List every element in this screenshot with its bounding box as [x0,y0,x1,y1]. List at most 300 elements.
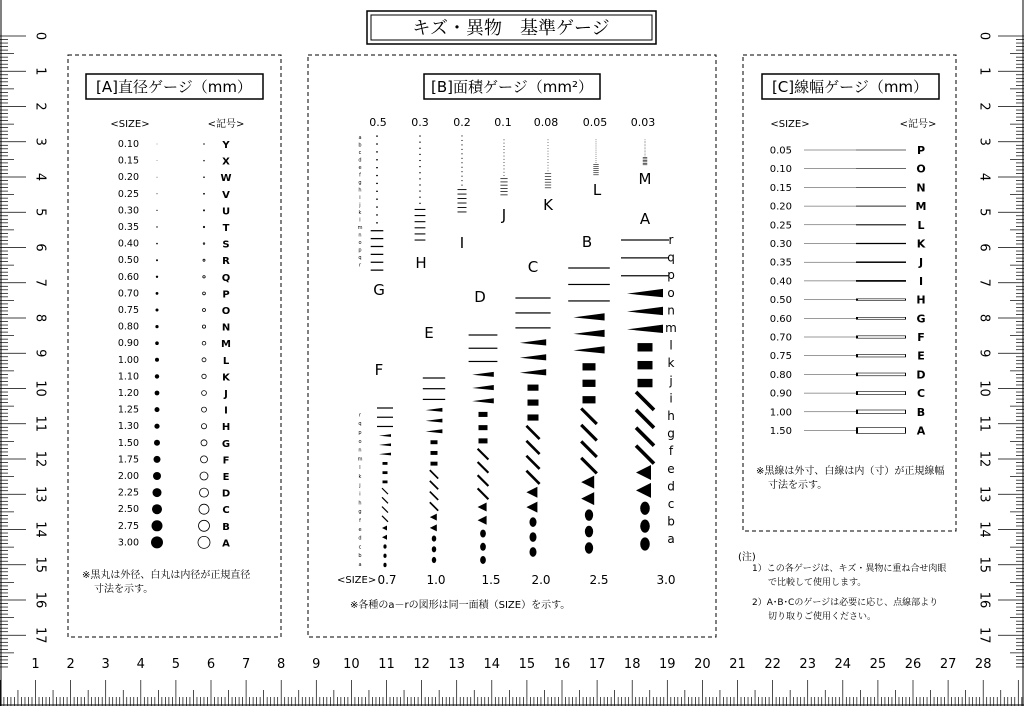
ruler-v-label: 15 [32,556,48,574]
area-shape [371,262,384,263]
diameter-size: 2.50 [117,504,139,516]
area-shape [432,546,436,552]
line-width-code: J [918,256,924,270]
black-line [856,206,906,207]
line-width-code: L [917,218,925,232]
right-ruler [974,0,1024,706]
area-shape [382,497,388,503]
diameter-code: O [221,306,231,317]
page-title: キズ・異物 基準ゲージ [412,18,610,39]
line-width-size: 0.20 [769,201,792,213]
area-shape [596,160,597,161]
line-width-size: 1.00 [769,407,792,419]
outer-dot [157,177,158,178]
area-shape [461,140,462,141]
notes-heading: (注) [738,552,756,563]
ruler-v-label: 0 [976,31,992,41]
area-small-row-letter: o [358,438,362,445]
area-shape [645,144,646,145]
ruler-h-label: 15 [518,657,536,672]
line-width-size: 0.05 [769,145,792,157]
inner-ring [200,488,209,497]
line-width-code: C [916,387,926,401]
inner-ring [203,243,205,245]
diameter-size: 0.75 [117,305,139,316]
diameter-size: 2.00 [117,471,139,482]
ruler-h-label: 23 [799,657,816,672]
area-shape [383,480,388,483]
area-shape [419,172,420,173]
ruler-h-label: 10 [343,657,360,672]
ruler-v-label: 11 [32,415,48,433]
ruler-v-label: 16 [976,591,992,609]
area-shape [478,462,489,473]
inner-ring [202,325,205,328]
area-top-size: 0.2 [453,116,471,129]
area-shape [529,517,536,527]
area-shape [520,354,546,360]
area-shape [585,526,593,537]
inner-ring [198,536,210,548]
ruler-v-label: 2 [976,102,992,111]
ruler-v-label: 2 [32,102,48,111]
area-shape [645,148,646,149]
area-shape [529,547,536,557]
diameter-row [118,239,230,251]
area-shape [573,313,604,320]
area-shape [645,140,646,141]
ruler-v-label: 17 [32,626,48,644]
area-shape [585,542,593,553]
area-shape [504,146,505,147]
area-shape [645,151,646,152]
area-shape [548,145,549,146]
area-shape [581,408,597,424]
ruler-v-label: 15 [976,556,992,574]
line-width-row [770,425,926,438]
area-shape [423,377,445,378]
line-width-size: 0.15 [769,182,792,194]
ruler-v-label: 12 [976,450,992,468]
ruler-v-label: 5 [32,208,48,217]
white-line [857,392,905,395]
inner-ring [204,177,205,178]
ruler-h-label: 1 [31,657,40,672]
area-small-row-letter: l [359,217,361,224]
line-width-row [770,200,927,213]
diameter-code: Q [221,272,231,284]
area-small-row-letter: l [359,465,361,472]
area-shape [581,458,597,474]
notes-item-2-line-2: 切り取りご使用ください。 [768,612,877,622]
area-shape [643,160,648,161]
outer-dot [156,309,159,312]
line-width-code: E [917,349,925,363]
area-shape [432,557,436,563]
area-shape [504,175,505,176]
panel-c-title: [C]線幅ゲージ（mm） [771,78,929,96]
ruler-v-label: 4 [976,172,992,182]
area-shape [430,481,438,489]
area-shape [645,145,646,146]
diameter-row [118,520,230,533]
outer-dot [152,504,162,514]
area-top-size: 0.1 [494,116,512,129]
area-shape [545,176,551,177]
area-shape [415,221,426,222]
area-shape [638,379,653,387]
area-small-row-letter: c [358,150,362,156]
area-shape [638,361,653,369]
panel-c-code-header: <記号> [899,119,937,130]
area-shape [371,254,384,255]
inner-ring [199,520,210,531]
area-bottom-size: 3.0 [656,573,676,587]
area-small-row-letter: q [358,421,362,428]
diameter-code: B [222,521,230,533]
area-shape [479,412,488,417]
area-shape [383,563,386,567]
area-shape [548,148,549,149]
area-shape [548,142,549,143]
diameter-row [118,388,228,400]
area-shape [426,408,443,412]
line-width-code: O [916,162,926,176]
ruler-v-label: 16 [32,591,48,609]
area-shape [643,157,648,158]
area-shape [504,156,505,157]
area-shape [419,166,420,167]
line-width-code: P [916,144,926,157]
area-group-letter: D [474,288,486,306]
area-shape [583,396,596,403]
area-shape [423,388,445,389]
area-shape [520,369,546,375]
line-width-size: 0.75 [769,351,792,363]
ruler-h-label: 21 [729,657,746,672]
bottom-ruler [0,657,1024,706]
panel-b-note: ※各種のa－rの図形は同一面積（SIZE）を示す。 [350,600,571,611]
line-width-size: 0.60 [769,313,792,325]
outer-dot [156,226,157,227]
outer-dot [153,488,162,497]
outer-dot [155,374,159,378]
area-shape [526,471,539,484]
area-shape [529,532,536,542]
area-shape [636,428,654,446]
area-shape [583,380,596,387]
white-line [857,428,905,433]
area-shape [526,456,539,469]
inner-ring [200,472,208,480]
area-group-letter: J [501,206,507,224]
area-row-letter: i [669,391,673,406]
area-shape [461,136,462,137]
area-shape [548,140,549,141]
area-row-letter: n [667,303,675,318]
area-shape [371,230,384,231]
area-shape [596,156,597,157]
inner-ring [204,160,205,161]
area-shape [383,554,386,558]
area-shape [526,426,539,439]
area-small-row-letter: b [358,142,362,149]
diameter-code: S [222,239,230,251]
outer-dot [156,259,158,261]
area-small-row-letter: j [359,202,361,209]
ruler-v-label: 3 [32,137,48,146]
area-shape [461,158,462,159]
area-shape [419,178,420,179]
black-line [856,224,906,225]
line-width-row [770,368,926,381]
area-group-letter: L [592,181,602,199]
inner-ring [203,292,206,295]
diameter-code: F [222,455,230,467]
area-shape [596,142,597,143]
area-shape [480,543,486,551]
diameter-row [118,288,230,300]
diameter-size: 1.75 [117,454,139,466]
diameter-size: 0.50 [117,255,139,267]
ruler-h-label: 4 [136,657,145,672]
area-small-row-letter: e [358,165,362,171]
ruler-v-label: 14 [976,521,992,538]
ruler-v-label: 10 [976,380,992,397]
area-shape [645,154,646,155]
line-width-size: 0.35 [769,257,792,269]
area-shape [636,446,654,464]
ruler-h-label: 5 [171,657,181,672]
ruler-v-label: 1 [32,67,48,76]
line-width-size: 0.80 [769,369,792,381]
area-shape [478,475,489,486]
area-small-row-letter: d [358,535,362,542]
ruler-v-label: 17 [976,626,992,644]
diameter-size: 0.35 [117,222,139,233]
area-shape [500,185,507,186]
area-shape [548,156,549,157]
inner-ring [203,309,206,312]
area-shape [596,158,597,159]
area-shape [383,544,386,548]
line-width-row [770,181,926,194]
area-bottom-size: 1.0 [426,573,446,587]
area-row-letter: l [669,338,673,353]
diameter-size: 0.80 [117,321,139,333]
area-shape [376,151,378,152]
area-shape [627,325,663,333]
area-shape [382,526,387,531]
outer-dot [153,472,161,480]
area-row-letter: a [667,532,675,547]
area-small-row-letter: p [358,247,362,254]
area-shape [472,372,494,377]
inner-ring [201,440,207,446]
area-shape [432,536,436,542]
line-width-row [770,163,926,176]
area-shape [379,434,391,437]
diameter-row [118,272,230,284]
area-shape [645,156,646,157]
area-shape [430,502,438,510]
area-shape [636,392,654,410]
area-shape [545,179,551,180]
outer-dot [155,407,160,412]
ruler-v-label: 1 [976,67,992,76]
outer-dot [155,325,158,328]
area-shape [419,191,420,192]
inner-ring [203,276,205,278]
area-small-row-letter: n [358,232,362,239]
area-group-letter: B [581,233,593,251]
area-shape [376,143,378,144]
area-small-row-letter: i [359,491,361,498]
diameter-size: 0.30 [117,205,139,217]
area-row-letter: j [669,373,673,388]
area-shape [500,188,507,189]
area-row-letter: m [665,321,677,335]
panel-a-size-header: <SIZE> [110,119,150,130]
area-small-row-letter: g [358,180,362,186]
area-shape [419,160,420,161]
area-shape [583,363,596,370]
area-shape [419,154,420,155]
diameter-row [118,222,230,234]
area-shape [636,465,651,480]
area-shape [548,151,549,152]
diameter-size: 0.90 [117,338,139,350]
outer-dot [154,424,159,429]
inner-ring [202,341,206,345]
ruler-v-label: 7 [976,278,992,287]
area-row-letter: g [667,426,675,441]
area-shape [382,488,388,494]
area-shape [500,182,507,183]
area-top-size: 0.03 [630,116,656,129]
area-shape [469,334,498,335]
area-shape [504,143,505,144]
diameter-row [118,421,230,433]
panel-c-note-2: 寸法を示す。 [768,480,828,491]
area-small-row-letter: g [358,509,362,516]
area-shape [431,451,438,455]
area-row-letter: e [667,461,675,476]
white-line [857,336,905,338]
area-shape [423,399,445,400]
area-shape [376,136,378,137]
ruler-v-label: 10 [32,380,48,397]
line-width-row [770,350,925,363]
left-ruler [0,0,48,706]
diameter-code: V [222,189,230,201]
diameter-code: P [222,289,230,301]
area-shape [593,168,598,169]
ruler-h-label: 9 [312,657,321,672]
area-shape [568,267,610,268]
area-shape [461,176,462,177]
area-shape [500,178,507,179]
area-shape [415,233,426,234]
area-shape [515,312,550,313]
area-row-letter: p [667,268,675,283]
area-shape [621,257,669,258]
diameter-size: 1.10 [117,371,139,383]
line-width-size: 0.70 [769,332,792,344]
diameter-row [118,438,230,450]
ruler-h-label: 16 [553,657,571,672]
area-shape [643,163,648,164]
area-shape [636,483,651,498]
diameter-code: X [222,156,230,168]
inner-ring [202,374,206,378]
area-top-size: 0.5 [369,116,387,129]
area-shape [596,144,597,145]
area-shape [593,172,598,173]
diameter-row [118,355,230,367]
area-top-size: 0.05 [582,116,608,129]
area-shape [431,440,438,444]
inner-ring [202,391,207,396]
area-small-row-letter: f [359,518,361,524]
area-small-row-letter: n [358,447,362,454]
area-shape [645,153,646,154]
diameter-code: L [222,355,230,367]
area-shape [469,361,498,362]
area-shape [377,426,393,427]
area-top-size: 0.08 [533,116,559,129]
area-shape [504,149,505,150]
diameter-code: E [222,472,230,483]
area-shape [415,240,426,241]
area-shape [640,537,650,550]
area-shape [419,148,420,149]
diameter-size: 1.50 [117,437,139,449]
area-bottom-size: 1.5 [481,573,501,587]
line-width-code: D [916,368,926,382]
area-shape [415,215,426,216]
area-shape [640,502,650,515]
diameter-code: N [221,322,231,334]
area-shape [504,159,505,160]
area-shape [430,492,438,500]
area-shape [469,348,498,349]
area-small-row-letter: m [357,456,363,463]
line-width-size: 0.40 [769,276,792,288]
area-row-letter: c [667,497,675,511]
area-shape [581,492,594,505]
area-shape [419,142,420,143]
line-width-row [770,406,925,419]
diameter-code: C [222,505,230,517]
area-shape [419,184,420,185]
diameter-size: 2.75 [117,520,139,532]
black-line [856,187,906,188]
area-shape [593,166,598,167]
ruler-v-label: 0 [32,31,48,41]
notes-item-2-line-1: 2）A･B･Cのゲージは必要に応じ、点線部より [752,598,939,608]
area-shape [500,195,507,196]
area-shape [545,173,551,174]
area-shape [461,162,462,163]
ruler-h-label: 2 [66,657,75,672]
diameter-row [118,536,230,549]
area-shape [548,159,549,160]
ruler-v-label: 9 [32,349,48,358]
area-group-letter: C [527,258,539,276]
area-shape [593,175,598,176]
outer-dot [154,440,160,446]
